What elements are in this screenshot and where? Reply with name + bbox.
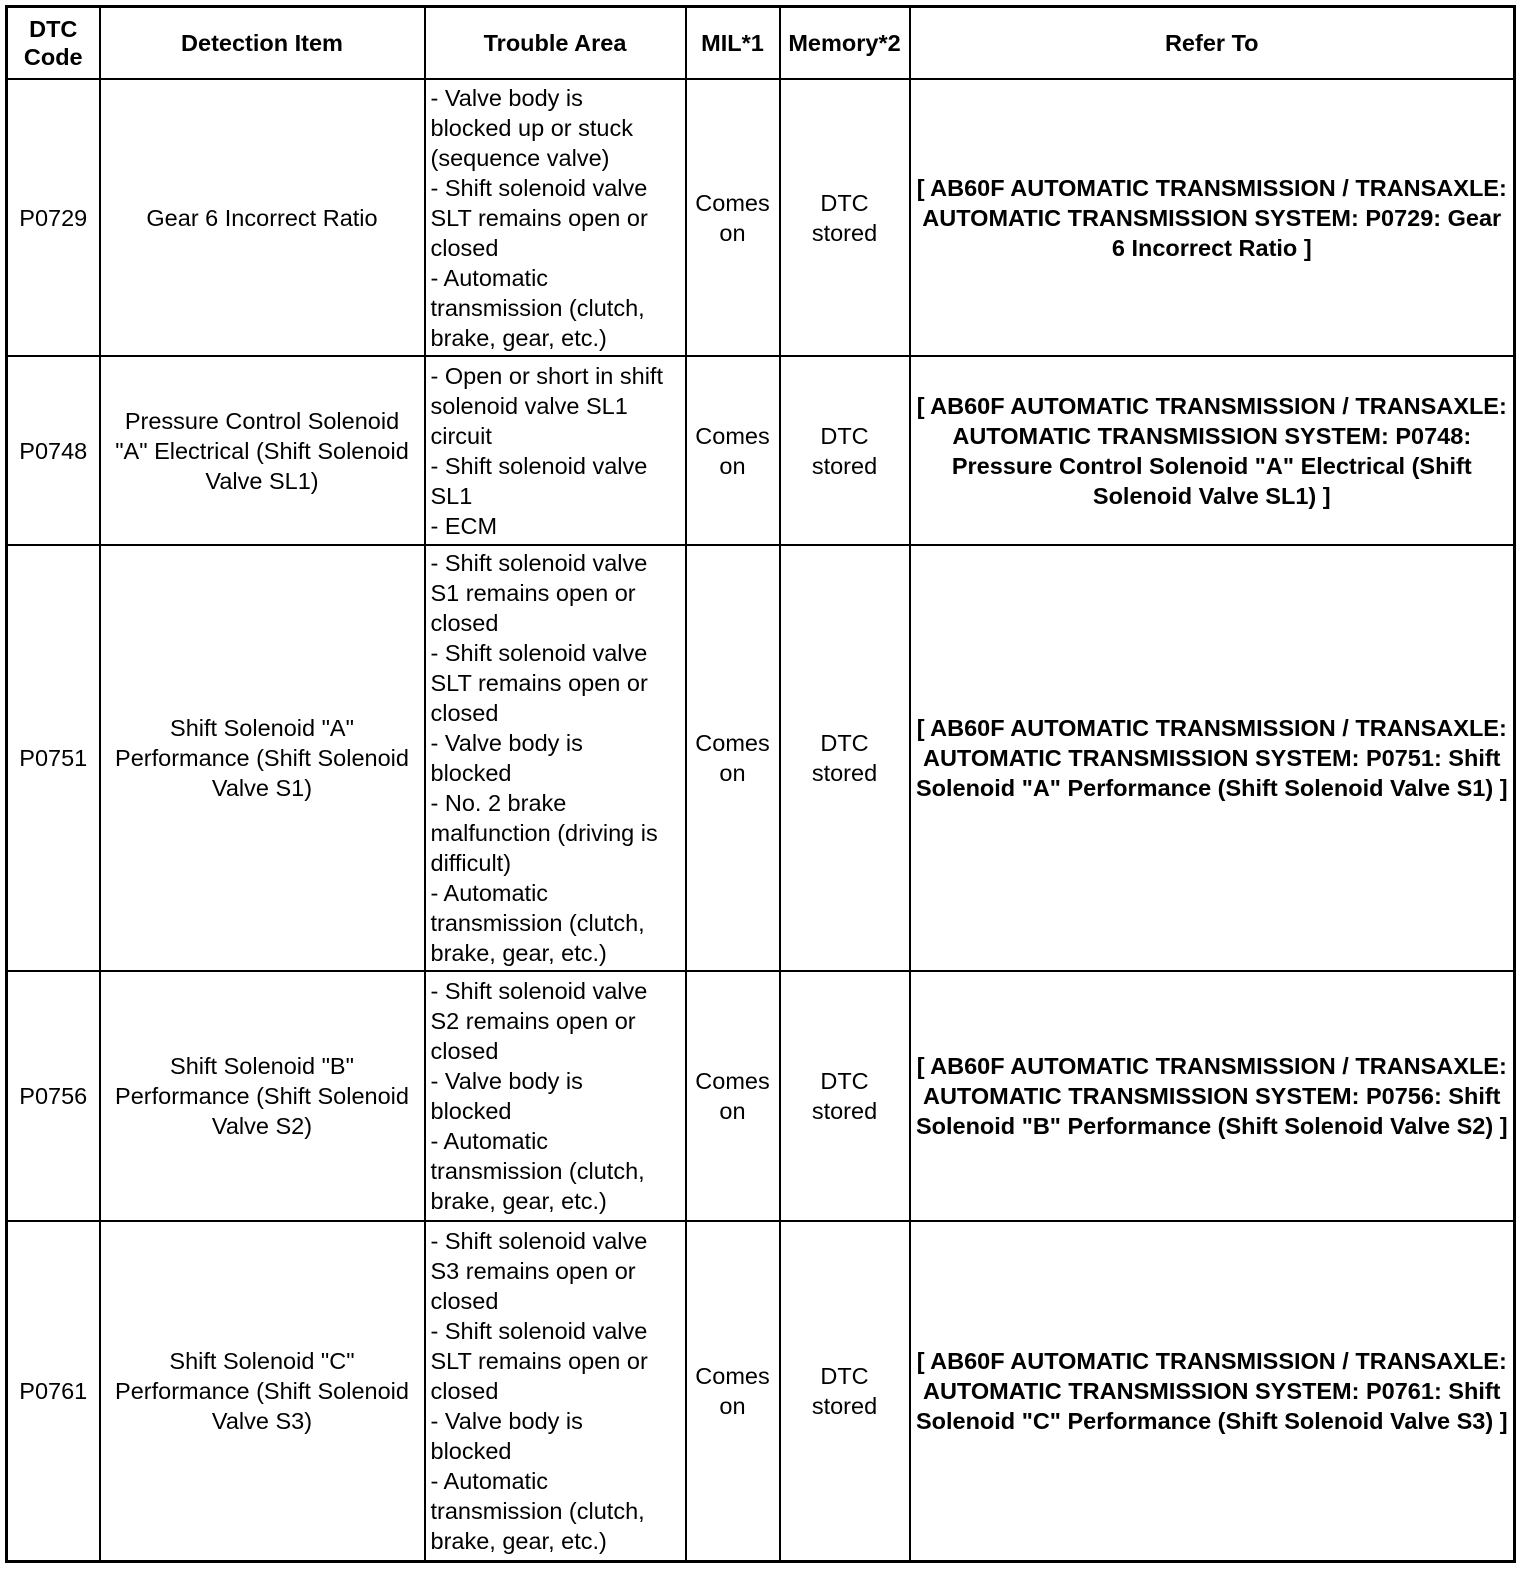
header-refer-to: Refer To: [910, 7, 1515, 80]
trouble-area-line: - Shift solenoid valve: [430, 1227, 648, 1254]
refer-to-cell: [ AB60F AUTOMATIC TRANSMISSION / TRANSAXLE: AUTOMATIC TRANSMISSION SYSTEM: P0761: Shift Solenoid "C" Performance (Shift Solenoid Valve S3) ]: [910, 1221, 1515, 1561]
detection-item-cell: Shift Solenoid "A" Performance (Shift Solenoid Valve S1): [100, 545, 425, 971]
trouble-area-line: blocked up or stuck: [430, 114, 633, 141]
trouble-area-line: - Shift solenoid valve: [430, 550, 648, 576]
trouble-area-line: - Shift solenoid valve: [430, 452, 648, 479]
trouble-area-line: closed: [430, 1038, 499, 1064]
trouble-area-line: closed: [430, 700, 499, 726]
detection-item-cell: Gear 6 Incorrect Ratio: [100, 79, 425, 356]
trouble-area-line: closed: [430, 1287, 499, 1314]
trouble-area-line: circuit: [430, 422, 492, 449]
trouble-area-line: - Automatic: [430, 1467, 549, 1494]
trouble-area-line: SLT remains open or: [430, 1347, 648, 1374]
header-memory: Memory*2: [780, 7, 910, 80]
trouble-area-line: brake, gear, etc.): [430, 1188, 607, 1214]
mil-cell: Comes on: [686, 1221, 780, 1561]
detection-item-cell: Shift Solenoid "B" Performance (Shift Solenoid Valve S2): [100, 971, 425, 1221]
trouble-area-line: brake, gear, etc.): [430, 1527, 607, 1554]
table-row: [7, 356, 1515, 545]
dtc-table: [5, 5, 1516, 1563]
trouble-area-line: - Shift solenoid valve: [430, 174, 648, 201]
memory-cell: DTC stored: [780, 79, 910, 356]
header-dtc-code: [7, 7, 100, 80]
trouble-area-cell: [425, 971, 686, 1221]
trouble-area-line: difficult): [430, 850, 512, 876]
header-detection-item: Detection Item: [100, 7, 425, 80]
table-row: [7, 79, 1515, 356]
table-row: [7, 545, 1515, 971]
trouble-area-line: S3 remains open or: [430, 1257, 636, 1284]
trouble-area-line: brake, gear, etc.): [430, 324, 607, 351]
header-dtc-code-line1: DTC: [29, 16, 78, 42]
trouble-area-cell: [425, 356, 686, 545]
header-mil: MIL*1: [686, 7, 780, 80]
trouble-area-line: S1 remains open or: [430, 580, 636, 606]
dtc-code-cell: P0729: [7, 79, 100, 356]
trouble-area-line: blocked: [430, 1437, 512, 1464]
trouble-area-line: - Automatic: [430, 264, 549, 291]
trouble-area-line: S2 remains open or: [430, 1008, 636, 1034]
trouble-area-line: SLT remains open or: [430, 204, 648, 231]
dtc-code-cell: P0756: [7, 971, 100, 1221]
memory-cell: DTC stored: [780, 356, 910, 545]
trouble-area-line: - Valve body is: [430, 1407, 583, 1434]
trouble-area-line: transmission (clutch,: [430, 910, 645, 936]
header-trouble-area: Trouble Area: [425, 7, 686, 80]
mil-cell: Comes on: [686, 545, 780, 971]
trouble-area-line: - Valve body is: [430, 84, 583, 111]
trouble-area-line: brake, gear, etc.): [430, 940, 607, 966]
memory-cell: DTC stored: [780, 971, 910, 1221]
table-row: [7, 971, 1515, 1221]
trouble-area-line: transmission (clutch,: [430, 294, 645, 321]
trouble-area-cell: [425, 79, 686, 356]
trouble-area-line: - Open or short in shift: [430, 362, 663, 389]
trouble-area-line: - Shift solenoid valve: [430, 1317, 648, 1344]
trouble-area-line: - Shift solenoid valve: [430, 640, 648, 666]
trouble-area-line: - Automatic: [430, 1128, 549, 1154]
mil-cell: Comes on: [686, 356, 780, 545]
trouble-area-line: solenoid valve SL1: [430, 392, 628, 419]
trouble-area-line: malfunction (driving is: [430, 820, 658, 846]
trouble-area-line: blocked: [430, 760, 512, 786]
table-row: [7, 1221, 1515, 1561]
dtc-code-cell: P0751: [7, 545, 100, 971]
trouble-area-line: transmission (clutch,: [430, 1158, 645, 1184]
trouble-area-line: - ECM: [430, 512, 498, 539]
mil-cell: Comes on: [686, 971, 780, 1221]
dtc-code-cell: P0748: [7, 356, 100, 545]
refer-to-cell: [ AB60F AUTOMATIC TRANSMISSION / TRANSAXLE: AUTOMATIC TRANSMISSION SYSTEM: P0748: Pressure Control Solenoid "A" Electrical (Shift Solenoid Valve SL1) ]: [910, 356, 1515, 545]
trouble-area-cell: [425, 1221, 686, 1561]
trouble-area-line: - Valve body is: [430, 1068, 583, 1094]
trouble-area-line: - Automatic: [430, 880, 549, 906]
trouble-area-line: SLT remains open or: [430, 670, 648, 696]
trouble-area-line: closed: [430, 1377, 499, 1404]
header-dtc-code-line2: Code: [23, 44, 83, 70]
refer-to-cell: [ AB60F AUTOMATIC TRANSMISSION / TRANSAXLE: AUTOMATIC TRANSMISSION SYSTEM: P0751: Shift Solenoid "A" Performance (Shift Solenoid Valve S1) ]: [910, 545, 1515, 971]
table-body: [7, 79, 1515, 1561]
trouble-area-line: closed: [430, 234, 499, 261]
trouble-area-line: closed: [430, 610, 499, 636]
mil-cell: Comes on: [686, 79, 780, 356]
memory-cell: DTC stored: [780, 545, 910, 971]
detection-item-cell: Pressure Control Solenoid "A" Electrical (Shift Solenoid Valve SL1): [100, 356, 425, 545]
trouble-area-line: - No. 2 brake: [430, 790, 567, 816]
trouble-area-cell: [425, 545, 686, 971]
trouble-area-line: transmission (clutch,: [430, 1497, 645, 1524]
trouble-area-line: - Valve body is: [430, 730, 583, 756]
trouble-area-line: - Shift solenoid valve: [430, 978, 648, 1004]
trouble-area-line: blocked: [430, 1098, 512, 1124]
trouble-area-line: (sequence valve): [430, 144, 610, 171]
memory-cell: DTC stored: [780, 1221, 910, 1561]
header-row: [7, 7, 1515, 80]
detection-item-cell: Shift Solenoid "C" Performance (Shift Solenoid Valve S3): [100, 1221, 425, 1561]
refer-to-cell: [ AB60F AUTOMATIC TRANSMISSION / TRANSAXLE: AUTOMATIC TRANSMISSION SYSTEM: P0729: Gear 6 Incorrect Ratio ]: [910, 79, 1515, 356]
dtc-code-cell: P0761: [7, 1221, 100, 1561]
refer-to-cell: [ AB60F AUTOMATIC TRANSMISSION / TRANSAXLE: AUTOMATIC TRANSMISSION SYSTEM: P0756: Shift Solenoid "B" Performance (Shift Solenoid Valve S2) ]: [910, 971, 1515, 1221]
trouble-area-line: SL1: [430, 482, 473, 509]
